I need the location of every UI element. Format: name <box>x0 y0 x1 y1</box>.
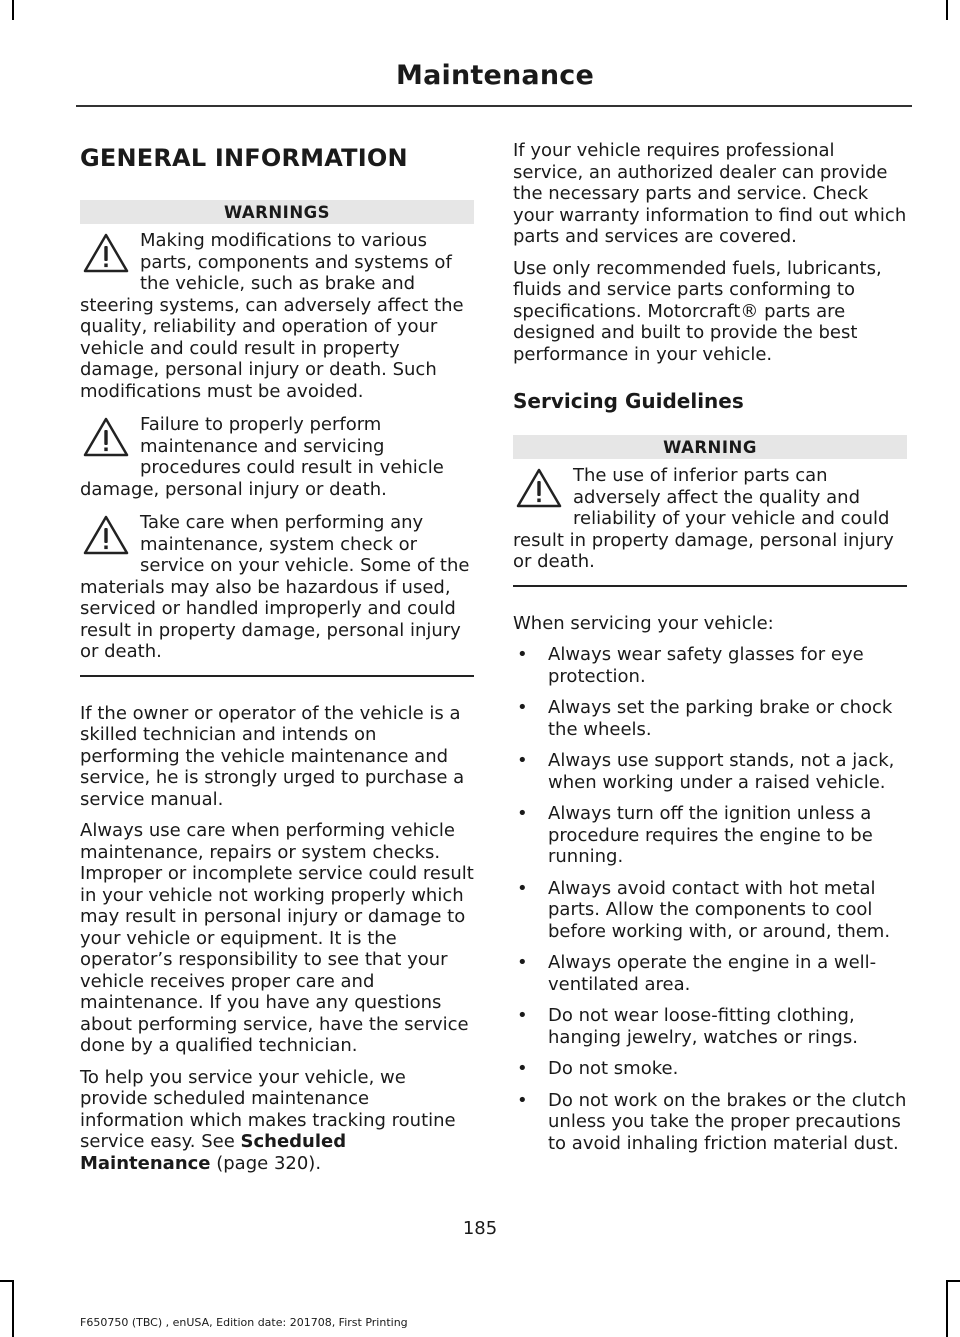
list-item <box>513 1090 907 1155</box>
list-item-text: Always avoid contact with hot metal parts. Allow the components to cool before working with, or around, them. <box>548 877 891 942</box>
warning-text: Failure to properly perform maintenance and servicing procedures could result in vehicle damage, personal injury or death. <box>80 414 444 500</box>
crop-mark <box>946 1280 960 1282</box>
list-item-text: Always operate the engine in a well-ventilated area. <box>548 952 877 995</box>
paragraph: Always use care when performing vehicle maintenance, repairs or system checks. Improper or incomplete service could result in your vehicle not working properly which may result in personal injury or damage to your vehicle or equipment. It is the operator’s responsibility to see that your vehicle receives proper care and maintenance. If you have any questions about performing service, have the service done by a qualified technician. <box>80 820 474 1056</box>
crop-mark <box>0 1280 14 1282</box>
warning-text: Take care when performing any maintenance, system check or service on your vehicle. Some of the materials may also be hazardous if used, serviced or handled improperly and could result in property damage, personal injury or death. <box>80 512 470 662</box>
warnings-end-rule <box>80 675 474 677</box>
list-item-text: Do not wear loose-fitting clothing, hanging jewelry, watches or rings. <box>548 1005 858 1048</box>
right-column <box>513 140 907 1164</box>
bullet-marker: • <box>517 877 528 899</box>
page-header-title: Maintenance <box>396 60 594 91</box>
crop-mark <box>12 0 14 20</box>
crop-mark <box>946 0 948 20</box>
bullet-marker: • <box>517 1089 528 1111</box>
list-item <box>513 878 907 943</box>
list-item <box>513 1058 907 1080</box>
left-column <box>80 140 474 1184</box>
warning-item <box>80 230 474 402</box>
warnings-header: WARNINGS <box>80 200 474 225</box>
warning-text: The use of inferior parts can adversely affect the quality and reliability of your vehicle and could result in property damage, personal injury or death. <box>513 465 894 572</box>
list-item-text: Do not smoke. <box>548 1058 679 1079</box>
warning-item <box>80 414 474 500</box>
cross-reference-link[interactable]: Scheduled Maintenance <box>80 1131 347 1174</box>
list-item-text: Always set the parking brake or chock the wheels. <box>548 697 893 740</box>
list-item-text: Always turn off the ignition unless a procedure requires the engine to be running. <box>548 803 873 867</box>
paragraph <box>80 1067 474 1175</box>
warning-text: Making modifications to various parts, components and systems of the vehicle, such as brake and steering systems, can adversely affect the quality, reliability and operation of your vehicle and could result in property damage, personal injury or death. Such modifications must be avoided. <box>80 230 464 402</box>
warning-end-rule <box>513 585 907 587</box>
warning-triangle-icon <box>515 467 563 509</box>
list-item <box>513 644 907 687</box>
bullet-marker: • <box>517 803 528 824</box>
subsection-heading: Servicing Guidelines <box>513 389 744 413</box>
safety-bullet-list <box>513 644 907 1154</box>
warning-item <box>513 465 907 573</box>
warning-item <box>80 512 474 663</box>
warning-triangle-icon <box>82 514 130 556</box>
list-item-text: Do not work on the brakes or the clutch unless you take the proper precautions to avoid inhaling friction material dust. <box>548 1089 907 1154</box>
paragraph: If your vehicle requires professional service, an authorized dealer can provide the necessary parts and service. Check your warranty information to find out which parts and services are covered. <box>513 140 907 247</box>
bullet-marker: • <box>517 1058 528 1079</box>
bullet-marker: • <box>517 750 528 771</box>
warning-triangle-icon <box>82 232 130 274</box>
list-item <box>513 750 907 793</box>
section-heading: GENERAL INFORMATION <box>80 144 408 172</box>
bullet-marker: • <box>517 1005 528 1026</box>
header-divider <box>76 105 912 107</box>
bullet-marker: • <box>517 952 528 973</box>
list-item-text: Always wear safety glasses for eye protection. <box>548 644 864 687</box>
list-item <box>513 1005 907 1048</box>
crop-mark <box>946 1280 948 1337</box>
list-item <box>513 803 907 868</box>
paragraph-text: To help you service your vehicle, we provide scheduled maintenance information which makes tracking routine service easy. See <box>80 1066 456 1152</box>
bullet-marker: • <box>517 697 528 718</box>
list-item <box>513 697 907 740</box>
bullet-marker: • <box>517 644 528 665</box>
bullets-intro: When servicing your vehicle: <box>513 612 774 634</box>
list-item <box>513 952 907 995</box>
footer-edition-info: F650750 (TBC) , enUSA, Edition date: 201708, First Printing <box>80 1316 408 1329</box>
paragraph: If the owner or operator of the vehicle is a skilled technician and intends on performing the vehicle maintenance and service, he is strongly urged to purchase a service manual. <box>80 702 465 810</box>
paragraph: Use only recommended fuels, lubricants, fluids and service parts conforming to specifications. Motorcraft® parts are designed and built to provide the best performance in your vehicle. <box>513 257 882 365</box>
warning-triangle-icon <box>82 416 130 458</box>
warning-header: WARNING <box>513 435 907 460</box>
list-item-text: Always use support stands, not a jack, when working under a raised vehicle. <box>548 750 895 793</box>
page-number: 185 <box>462 1218 498 1239</box>
page-reference: (page 320). <box>210 1152 322 1174</box>
crop-mark <box>12 1280 14 1337</box>
